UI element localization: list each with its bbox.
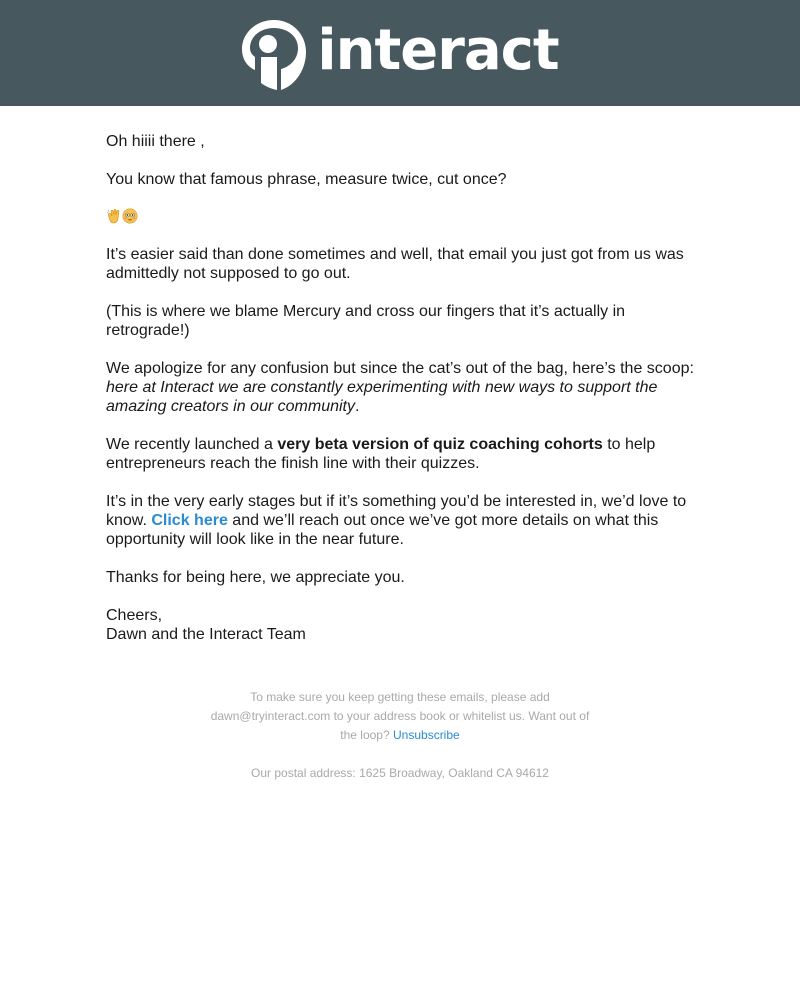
launch-bold-text: very beta version of quiz coaching cohorts — [277, 436, 603, 453]
paragraph-mistake: It’s easier said than done sometimes and well, that email you just got from us was admittedly not supposed to go out. — [106, 246, 684, 282]
launch-end-text: to help entrepreneurs reach the finish line with their quizzes. — [106, 436, 656, 472]
apology-end-text: . — [354, 398, 360, 415]
interact-logo[interactable] — [241, 16, 558, 90]
interact-logo-icon — [241, 20, 307, 90]
paragraph-interest — [106, 492, 696, 549]
unsubscribe-link[interactable]: Unsubscribe — [393, 728, 460, 742]
email-footer — [205, 688, 595, 783]
flushed-face-emoji-icon — [122, 208, 138, 224]
brand-wordmark: interact — [317, 18, 559, 83]
footer-notice-text: To make sure you keep getting these emails, please add dawn@tryinteract.com to your address book or whitelist us. Want out of the loop? — [210, 690, 590, 742]
signoff-block — [106, 606, 696, 644]
paragraph-mercury: (This is where we blame Mercury and cross our fingers that it’s actually in retrograde!) — [106, 303, 626, 339]
signature-text: Dawn and the Interact Team — [106, 626, 306, 643]
greeting-text: Oh hiiii there , — [106, 133, 205, 150]
email-body — [106, 106, 696, 644]
emoji-row — [106, 206, 696, 226]
click-here-link[interactable]: Click here — [151, 512, 228, 529]
apology-italic-text: here at Interact we are constantly experimenting with new ways to support the amazing creators in our community — [106, 379, 658, 415]
paragraph-thanks: Thanks for being here, we appreciate you. — [106, 569, 405, 586]
footer-notice — [205, 688, 595, 745]
interest-end-text: and we’ll reach out once we’ve got more details on what this opportunity will look like in the near future. — [106, 512, 659, 548]
email-header — [0, 0, 800, 106]
intro-text: You know that famous phrase, measure twice, cut once? — [106, 171, 507, 188]
interest-text: It’s in the very early stages but if it’s something you’d be interested in, we’d love to know. — [106, 493, 687, 529]
paragraph-launch — [106, 435, 696, 473]
launch-text: We recently launched a — [106, 436, 278, 453]
apology-text: We apologize for any confusion but since the cat’s out of the bag, here’s the scoop: — [106, 360, 694, 377]
waving-hand-emoji-icon — [106, 208, 122, 224]
paragraph-apology — [106, 359, 696, 416]
postal-address: Our postal address: 1625 Broadway, Oakland CA 94612 — [251, 766, 549, 780]
signoff-text: Cheers, — [106, 607, 163, 624]
